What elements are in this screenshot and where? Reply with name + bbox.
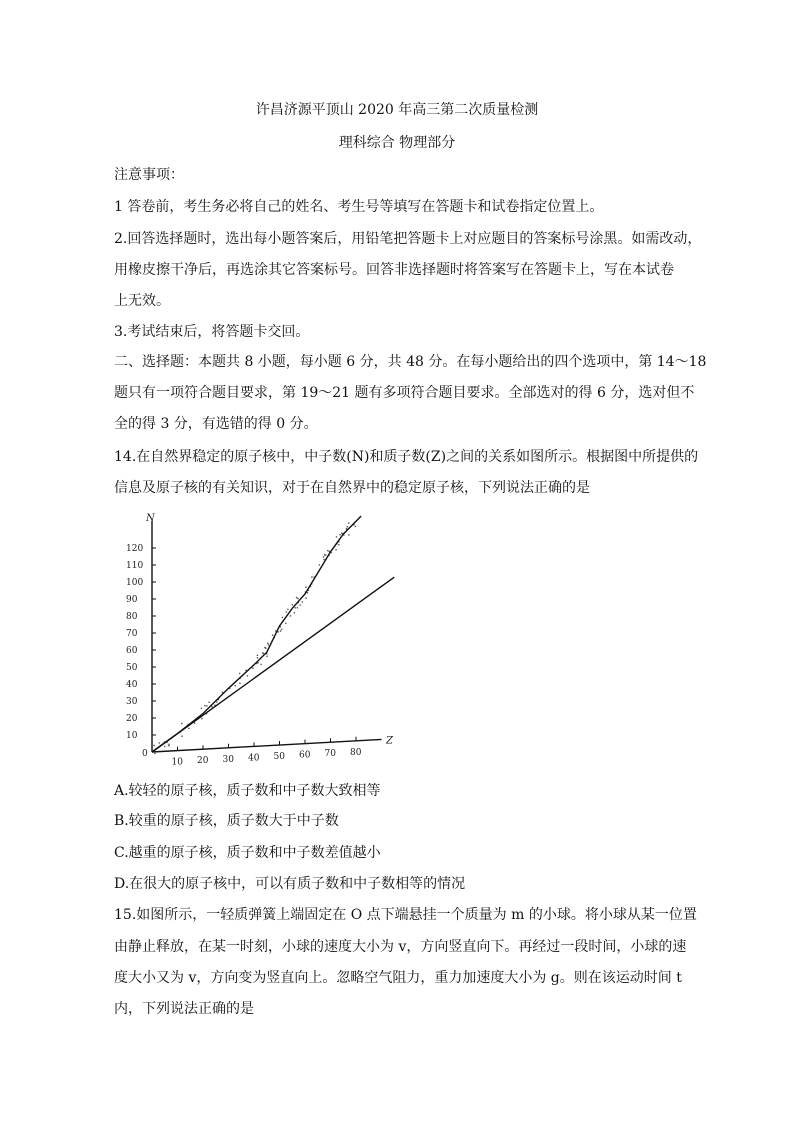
nucleus-dot [252,667,254,669]
nucleus-dot [297,607,299,609]
q14-option-a: A.较轻的原子核，质子数和中子数大致相等 [114,783,381,799]
nucleus-dot [281,629,283,631]
q14-stem: 14.在自然界稳定的原子核中，中子数(N)和质子数(Z)之间的关系如图所示。根据图中所提供的 [114,449,699,465]
nucleus-dot [206,705,208,707]
nucleus-dot [257,654,259,656]
nucleus-dot [348,534,350,536]
nucleus-dot [294,612,296,614]
nucleus-dot [302,601,304,603]
nucleus-dot [339,534,341,536]
x-tick-label: 40 [248,753,260,764]
y-tick-label: 100 [126,578,144,588]
q14-stem: 信息及原子核的有关知识，对于在自然界中的稳定原子核，下列说法正确的是 [114,480,590,496]
section-instructions: 全的得 3 分，有选错的得 0 分。 [114,416,318,432]
nucleus-dot [266,656,268,658]
y-tick-label: 120 [126,544,144,554]
nucleus-dot [208,702,210,704]
nucleus-dot [201,708,203,710]
nucleus-dot [188,728,190,730]
nucleus-dot [297,598,299,600]
nucleus-dot [260,664,262,666]
x-tick-label: 50 [273,752,285,762]
nucleus-dot [280,630,282,632]
nucleus-dot [201,718,203,720]
y-tick-label: 40 [126,680,138,690]
q15-stem: 内，下列说法正确的是 [114,1001,254,1017]
nucleus-dot [338,544,340,546]
nz-diagram [114,512,394,772]
nucleus-dot [181,723,183,725]
y-tick-label: 110 [126,561,144,571]
nucleus-dot [285,623,287,625]
q15-stem: 由静止释放，在某一时刻，小球的速度大小为 v，方向竖直向下。再经过一段时间，小球的速 [114,939,687,955]
y-tick-label: 50 [126,663,138,673]
y-tick-label: 10 [126,731,138,741]
curves [152,516,394,752]
origin-label: 0 [142,749,148,759]
nucleus-dot [355,526,357,528]
section-instructions: 题只有一项符合题目要求，第 19～21 题有多项符合题目要求。全部选对的得 6 分，选对但不 [114,385,695,401]
nucleus-dot [257,657,259,659]
nucleus-dot [319,564,321,566]
notice-item: 用橡皮擦干净后，再选涂其它答案标号。回答非选择题时将答案写在答题卡上，写在本试卷 [114,262,674,278]
q15-stem: 度大小又为 v，方向变为竖直向上。忽略空气阻力，重力加速度大小为 g。则在该运动时间 t [114,970,682,986]
nucleus-dot [234,685,236,687]
nucleus-dot [272,634,274,636]
y-tick-label: 20 [126,714,138,724]
nucleus-dot [154,753,156,755]
nucleus-dot [335,549,337,551]
nucleus-dot [262,652,264,654]
nucleus-dot [299,604,301,606]
nucleus-dot [348,522,350,524]
nucleus-dot [305,597,307,599]
y-tick-label: 90 [126,595,138,605]
q15-stem: 15.如图所示，一轻质弹簧上端固定在 O 点下端悬挂一个质量为 m 的小球。将小球从某一位置 [114,907,697,923]
nucleus-dot [216,701,218,703]
x-axis-line [152,739,382,752]
nucleus-dot [287,609,289,611]
nucleus-dot [247,675,249,677]
x-tick-label: 70 [324,749,336,760]
nucleus-dot [336,536,338,538]
nucleus-dot [159,742,161,744]
nucleus-dot [346,528,348,530]
x-axis-label: Z [386,735,394,747]
nucleus-dot [282,617,284,619]
q14-option-d: D.在很大的原子核中，可以有质子数和中子数相等的情况 [114,876,466,892]
nucleus-dot [347,526,349,528]
x-tick-label: 10 [171,757,183,768]
notice-item: 2.回答选择题时，选出每小题答案后，用铅笔把答题卡上对应题目的答案标号涂黑。如需改动， [114,231,702,247]
nucleus-dot [204,705,206,707]
nucleus-dot [168,745,170,747]
exam-title: 许昌济源平顶山 2020 年高三第二次质量检测 [255,102,539,118]
section-instructions: 二、选择题：本题共 8 小题，每小题 6 分，共 48 分。在每小题给出的四个选项中，第 14～18 [114,354,707,370]
notice-item: 上无效。 [114,293,170,309]
y-tick-label: 70 [126,629,138,639]
nucleus-dot [239,673,241,675]
y-tick-label: 80 [126,612,138,622]
nucleus-dot [327,550,329,552]
nucleus-dot [268,644,270,646]
nucleus-dot [311,576,313,578]
nucleus-dot [265,647,267,649]
y-tick-label: 60 [126,646,138,656]
nucleus-dot [239,683,241,685]
nucleus-dot [325,554,327,556]
nucleus-dot [168,744,170,746]
nucleus-dot [286,611,288,613]
nucleus-dot [164,746,166,748]
q14-option-c: C.越重的原子核，质子数和中子数差值越小 [114,845,381,861]
notice-item: 3.考试结束后，将答题卡交回。 [114,324,310,340]
y-axis-label: N [146,513,155,525]
nucleus-dot [294,607,296,609]
x-tick-label: 60 [299,750,311,761]
notice-heading: 注意事项： [114,167,184,183]
q14-option-b: B.较重的原子核，质子数大于中子数 [114,813,339,829]
x-tick-label: 30 [222,754,234,765]
nucleus-dot [341,532,343,534]
nucleus-dot [181,735,183,737]
nucleus-dot [194,722,196,724]
exam-subtitle: 理科综合 物理部分 [338,135,456,151]
notice-item: 1 答卷前，考生务必将自己的姓名、考生号等填写在答题卡和试卷指定位置上。 [114,199,604,215]
nucleus-dot [296,597,298,599]
y-tick-label: 30 [126,697,138,707]
nucleus-dot [153,745,155,747]
nucleus-dot [305,586,307,588]
nucleus-dot [323,556,325,558]
x-tick-label: 20 [197,756,209,767]
x-tick-label: 80 [350,747,362,758]
nucleus-dot [267,642,269,644]
nucleus-dot [290,615,292,617]
nucleus-dot [292,604,294,606]
axes [142,513,394,759]
